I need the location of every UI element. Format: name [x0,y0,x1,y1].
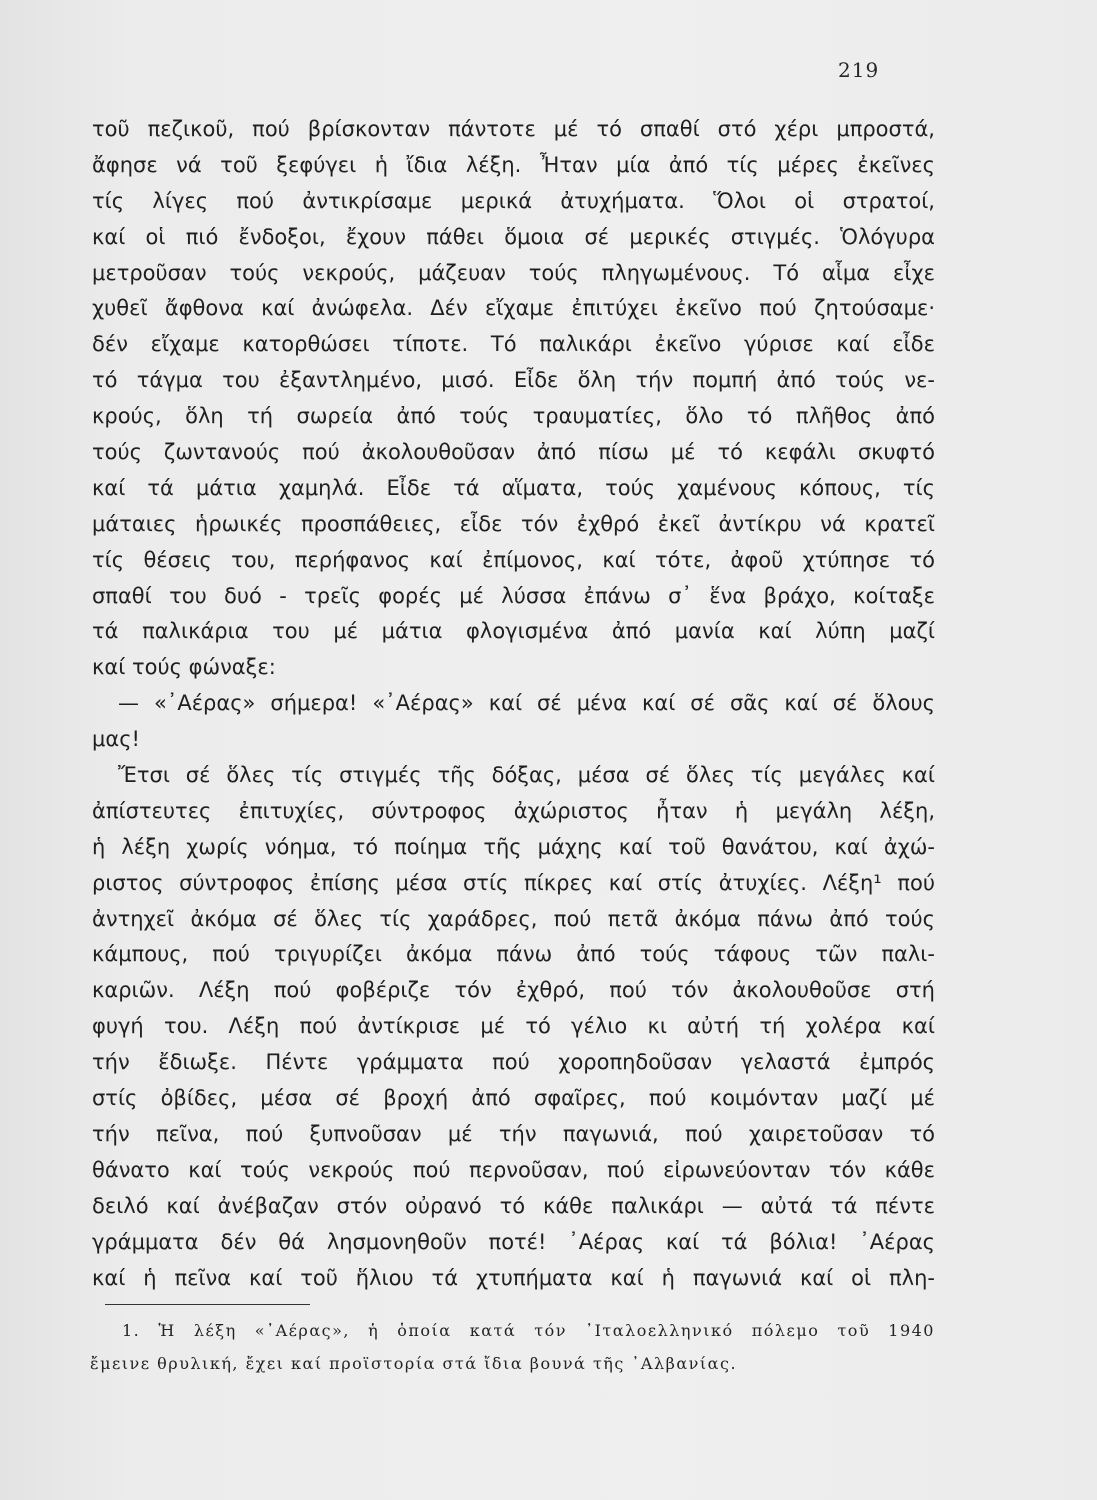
body-line-27 [92,1045,935,1081]
line-text: ριστος σύντροφος ἐπίσης μέσα στίς πίκρες καί στίς ἀτυχίες. Λέξη¹ πού [92,870,935,895]
line-text: κρούς, ὅλη τή σωρεία ἀπό τούς τραυματίες, ὅλο τό πλῆθος ἀπό [92,404,935,429]
footnote-rule [105,1304,310,1305]
body-line-29 [92,1117,935,1153]
body-line-20 [92,794,935,830]
body-line-23 [92,902,935,938]
line-text: τήν ἔδιωξε. Πέντε γράμματα πού χοροπηδοῦσαν γελαστά ἐμπρός [92,1050,935,1075]
body-line-12 [92,507,935,543]
line-text: δειλό καί ἀνέβαζαν στόν οὐρανό τό κάθε παλικάρι — αὐτά τά πέντε [92,1193,935,1218]
body-line-7 [92,327,935,363]
line-text: τά παλικάρια του μέ μάτια φλογισμένα ἀπό μανία καί λύπη μαζί [92,619,935,644]
body-line-33 [92,1261,935,1297]
line-text: κάμπους, πού τριγυρίζει ἀκόμα πάνω ἀπό τούς τάφους τῶν παλι- [92,942,935,967]
line-text: καριῶν. Λέξη πού φοβέριζε τόν ἐχθρό, πού τόν ἀκολουθοῦσε στή [92,978,935,1003]
page-number: 219 [838,58,880,82]
line-text: ἄφησε νά τοῦ ξεφύγει ἡ ἴδια λέξη. Ἦταν μία ἀπό τίς μέρες ἐκεῖνες [92,152,935,177]
body-line-11 [92,471,935,507]
body-line-26 [92,1009,935,1045]
line-text: τοῦ πεζικοῦ, πού βρίσκονταν πάντοτε μέ τό σπαθί στό χέρι μπροστά, [92,117,935,141]
line-text: θάνατο καί τούς νεκρούς πού περνοῦσαν, πού εἰρωνεύονταν τόν κάθε [92,1157,935,1182]
body-line-10 [92,435,935,471]
body-line-30 [92,1153,935,1189]
body-line-25 [92,973,935,1009]
line-text: τούς ζωντανούς πού ἀκολουθοῦσαν ἀπό πίσω μέ τό κεφάλι σκυφτό [92,440,935,465]
body-line-9 [92,399,935,435]
line-text: γράμματα δέν θά λησμονηθοῦν ποτέ! ᾿Αέρας καί τά βόλια! ᾿Αέρας [92,1229,935,1254]
footnote-text: 1. Ἡ λέξη «᾿Αέρας», ἡ ὁποία κατά τόν ᾿Ιταλοελληνικό πόλεμο τοῦ 1940 [122,1321,935,1340]
body-line-3 [92,184,935,220]
line-text: δέν εἴχαμε κατορθώσει τίποτε. Τό παλικάρι ἐκεῖνο γύρισε καί εἶδε [92,332,935,357]
line-text: τίς θέσεις του, περήφανος καί ἐπίμονος, καί τότε, ἀφοῦ χτύπησε τό [92,547,936,572]
body-line-2 [92,148,935,184]
body-line-13 [92,543,935,579]
line-text: ἡ λέξη χωρίς νόημα, τό ποίημα τῆς μάχης καί τοῦ θανάτου, καί ἀχώ- [92,834,935,859]
body-line-8 [92,363,935,399]
line-text: καί τούς φώναξε: [92,655,276,680]
line-text: χυθεῖ ἄφθονα καί ἀνώφελα. Δέν εἴχαμε ἐπιτύχει ἐκεῖνο πού ζητούσαμε· [92,296,935,321]
body-line-21 [92,830,935,866]
body-line-15 [92,614,935,650]
line-text: — «᾿Αέρας» σήμερα! «᾿Αέρας» καί σέ μένα καί σέ σᾶς καί σέ ὅλους [118,691,935,716]
line-text: καί τά μάτια χαμηλά. Εἶδε τά αἵματα, τούς χαμένους κόπους, τίς [92,475,935,500]
line-text: μετροῦσαν τούς νεκρούς, μάζευαν τούς πληγωμένους. Τό αἷμα εἶχε [92,260,935,285]
body-line-28 [92,1081,935,1117]
body-line-1 [92,112,935,148]
footnote-text: ἔμεινε θρυλική, ἔχει καί προϊστορία στά ἴδια βουνά τῆς ᾿Αλβανίας. [90,1354,738,1373]
body-line-19 [92,758,935,794]
footnote-line-1 [90,1314,935,1347]
line-text: μάταιες ἡρωικές προσπάθειες, εἶδε τόν ἐχθρό ἐκεῖ ἀντίκρυ νά κρατεῖ [92,511,935,536]
body-line-18 [92,722,935,758]
body-line-24 [92,937,935,973]
body-line-4 [92,220,935,256]
body-line-16 [92,650,935,686]
line-text: καί οἱ πιό ἔνδοξοι, ἔχουν πάθει ὅμοια σέ μερικές στιγμές. Ὁλόγυρα [92,224,935,249]
line-text: ἀντηχεῖ ἀκόμα σέ ὅλες τίς χαράδρες, πού πετᾶ ἀκόμα πάνω ἀπό τούς [92,906,935,931]
footnotes [90,1314,935,1380]
line-text: στίς ὀβίδες, μέσα σέ βροχή ἀπό σφαῖρες, πού κοιμόνταν μαζί μέ [92,1086,935,1111]
body-line-14 [92,579,935,615]
line-text: φυγή του. Λέξη πού ἀντίκρισε μέ τό γέλιο κι αὐτή τή χολέρα καί [92,1014,935,1039]
body-text [92,112,935,1296]
body-line-5 [92,256,935,292]
body-line-31 [92,1189,935,1225]
body-line-17 [92,686,935,722]
line-text: τό τάγμα του ἐξαντλημένο, μισό. Εἶδε ὅλη τήν πομπή ἀπό τούς νε- [92,368,935,393]
line-text: τήν πεῖνα, πού ξυπνοῦσαν μέ τήν παγωνιά, πού χαιρετοῦσαν τό [92,1121,935,1146]
line-text: τίς λίγες πού ἀντικρίσαμε μερικά ἀτυχήματα. Ὅλοι οἱ στρατοί, [92,188,935,213]
footnote-line-2 [90,1347,935,1380]
line-text: μας! [92,727,140,752]
line-text: καί ἡ πεῖνα καί τοῦ ἥλιου τά χτυπήματα καί ἡ παγωνιά καί οἱ πλη- [92,1265,936,1290]
body-line-32 [92,1225,935,1261]
line-text: ἀπίστευτες ἐπιτυχίες, σύντροφος ἀχώριστος ἦταν ἡ μεγάλη λέξη, [92,798,935,823]
body-line-6 [92,291,935,327]
body-line-22 [92,866,935,902]
line-text: Ἔτσι σέ ὅλες τίς στιγμές τῆς δόξας, μέσα σέ ὅλες τίς μεγάλες καί [118,763,935,788]
line-text: σπαθί του δυό - τρεῖς φορές μέ λύσσα ἐπάνω σ᾿ ἕνα βράχο, κοίταξε [92,583,935,608]
